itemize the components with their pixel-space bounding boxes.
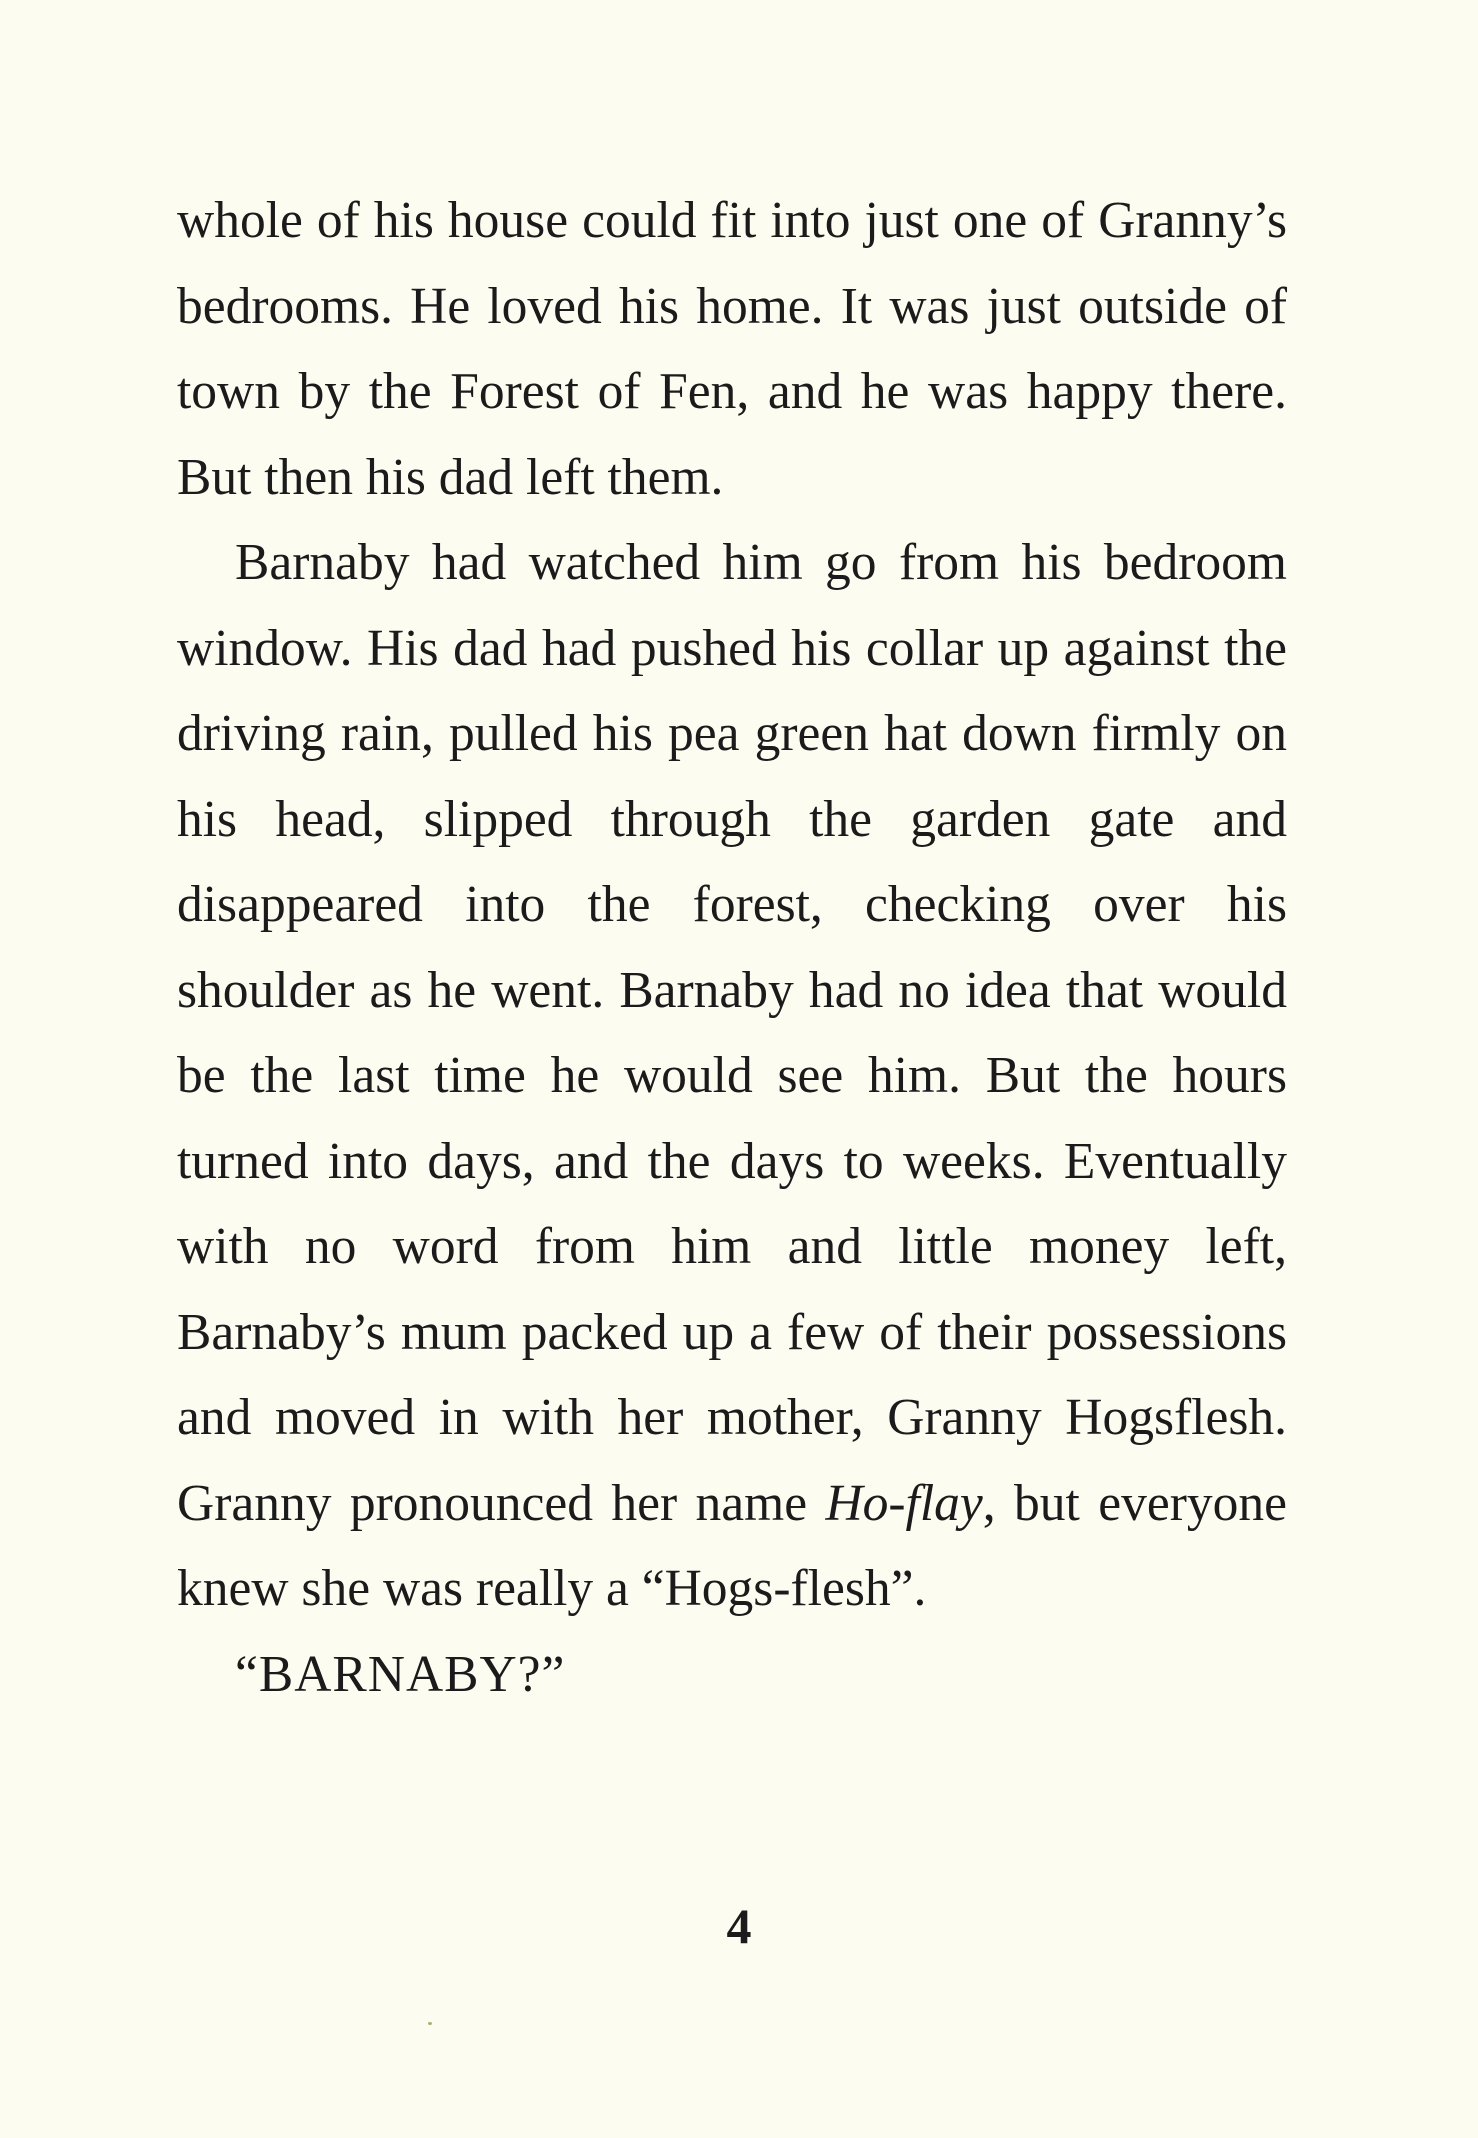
dialogue-shout: “BARNABY?” — [235, 1645, 566, 1703]
paragraph-dad-leaving — [177, 520, 1287, 1632]
body-text — [177, 178, 1287, 1717]
pronunciation-italic: Ho-flay — [825, 1474, 983, 1532]
paragraph-name-tail: , but everyone knew she was really a “Hogs-flesh”. — [177, 1474, 1287, 1617]
paragraph-continuation: whole of his house could fit into just one of Granny’s bedrooms. He loved his home. It was just outside of town by the Forest of Fen, and he was happy there. But then his dad left them. — [177, 192, 1287, 506]
paragraph-dad-leaving-text: Barnaby had watched him go from his bedroom window. His dad had pushed his collar up against the driving rain, pulled his pea green hat down firmly on his head, slipped through the garden gate and disappeared into the forest, checking over his shoulder as he went. Barnaby had no idea that would be the last time he would see him. But the hours turned into days, and the days to weeks. Eventually with no word from him and little money left, Barnaby’s mum packed up a few of their possessions and moved in with her mother, Granny Hogsflesh. Granny pronounced — [177, 534, 1287, 1532]
paper-speck — [428, 2022, 432, 2025]
page-number: 4 — [726, 1898, 752, 1954]
paragraph-name-lead: her name — [611, 1474, 826, 1532]
